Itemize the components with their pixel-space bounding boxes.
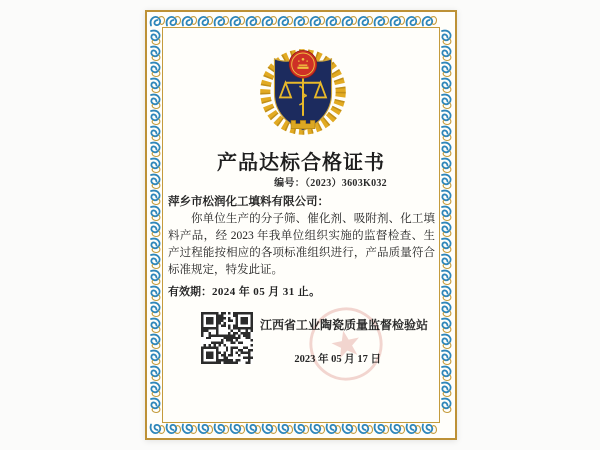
certificate-body-text: 你单位生产的分子筛、催化剂、吸附剂、化工填料产品，经 2023 年我单位组织实施的监督检查、生产过程能按相应的各项标准组织进行，产品质量符合标准规定，特发此证。 (168, 213, 435, 276)
certificate (145, 10, 457, 440)
quality-supervision-emblem-icon (257, 43, 349, 139)
certificate-number: 编号：（2023）3603K032 (274, 178, 387, 189)
validity-value: 2024 年 05 月 31 止。 (212, 286, 321, 298)
recipient-name: 萍乡市松润化工填料有限公司： (168, 196, 329, 208)
official-red-seal (300, 298, 393, 391)
issue-date: 2023 年 05 月 17 日 (294, 354, 381, 365)
issuer-name: 江西省工业陶瓷质量监督检验站 (259, 318, 428, 332)
validity-line (168, 283, 434, 299)
validity-label: 有效期： (168, 286, 212, 298)
certificate-title: 产品达标合格证书 (217, 152, 385, 174)
